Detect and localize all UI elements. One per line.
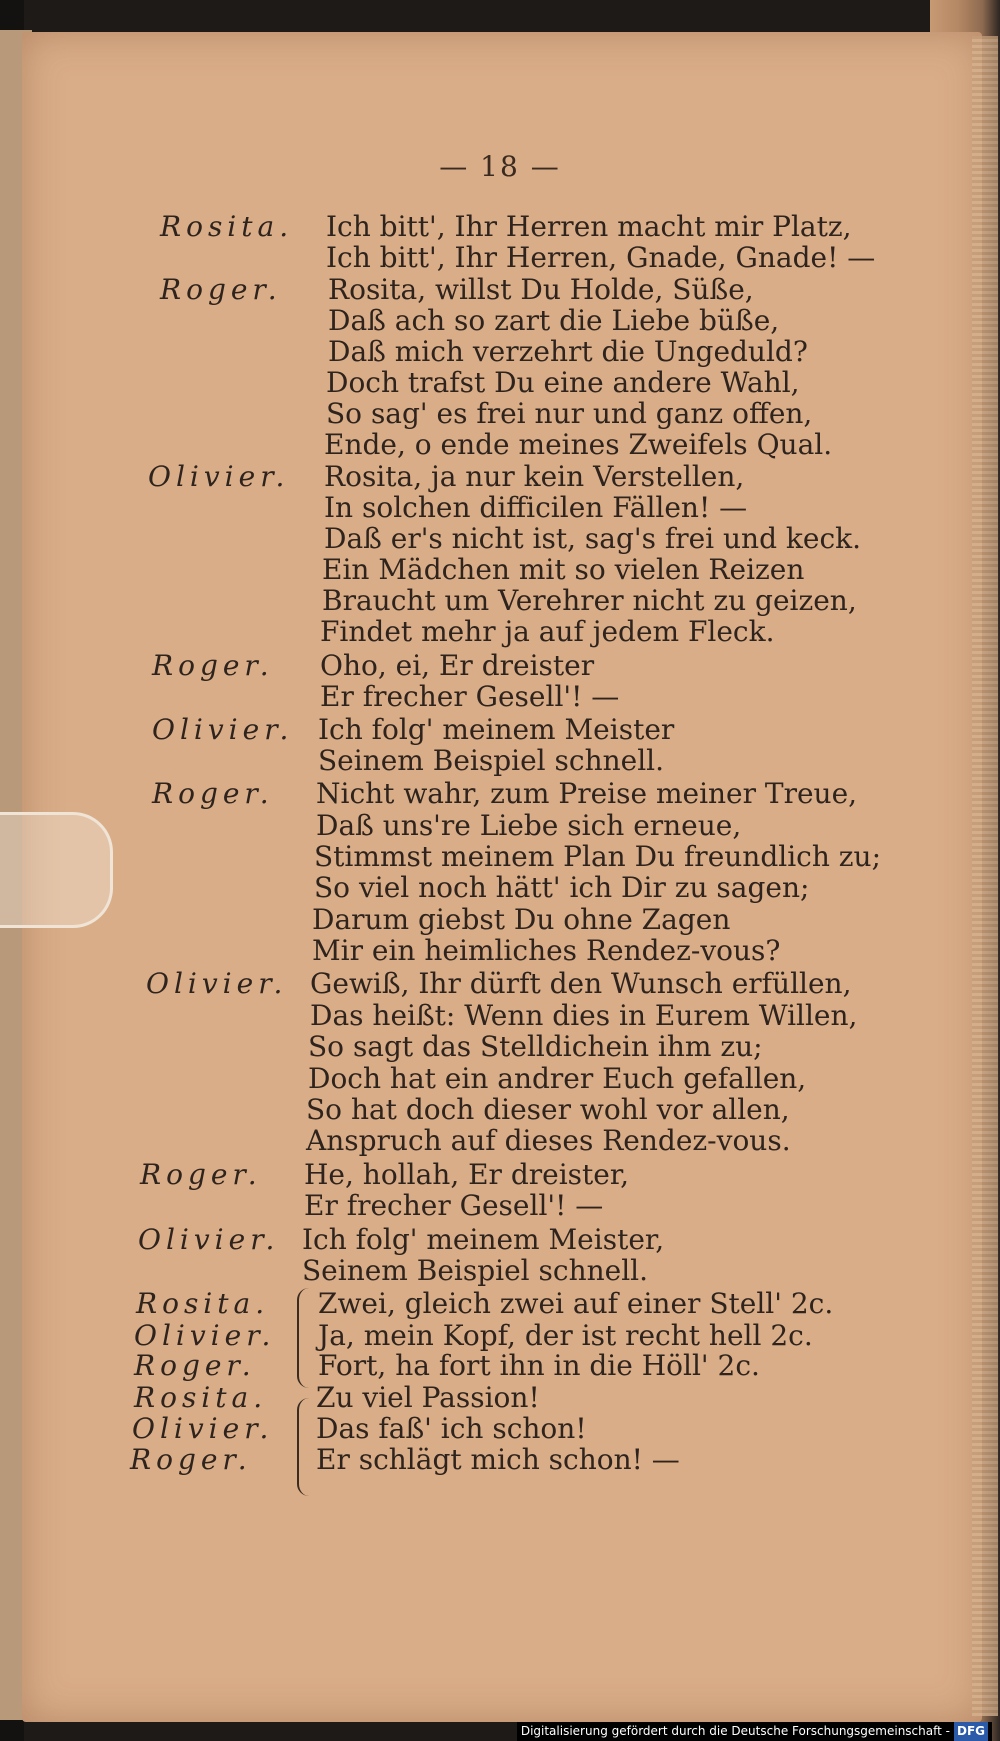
speaker-name: Rosita.	[136, 1287, 270, 1320]
verse-text: Ich bitt', Ihr Herren, Gnade, Gnade! —	[326, 241, 876, 274]
speaker-name: Roger.	[140, 1158, 262, 1191]
verse-row	[0, 1093, 1000, 1127]
verse-text: Er schlägt mich schon! —	[316, 1443, 680, 1476]
verse-text: Doch hat ein andrer Euch gefallen,	[308, 1062, 807, 1095]
verse-row	[0, 999, 1000, 1033]
speaker-name: Rosita.	[160, 210, 294, 243]
speaker-name: Olivier.	[134, 1319, 276, 1352]
verse-row	[0, 1412, 1000, 1446]
verse-row	[0, 840, 1000, 874]
verse-text: So viel noch hätt' ich Dir zu sagen;	[314, 871, 810, 904]
verse-text: Rosita, ja nur kein Verstellen,	[324, 460, 745, 493]
verse-row	[0, 366, 1000, 400]
verse-row	[0, 491, 1000, 525]
verse-text: Daß uns're Liebe sich erneue,	[316, 809, 742, 842]
verse-text: So sag' es frei nur und ganz offen,	[326, 397, 813, 430]
verse-text: Er frecher Gesell'! —	[304, 1189, 604, 1222]
digitization-credit	[517, 1722, 992, 1741]
verse-text: Braucht um Verehrer nicht zu geizen,	[322, 584, 857, 617]
credit-text: Digitalisierung gefördert durch die Deutsche Forschungsgemeinschaft -	[520, 1724, 950, 1738]
verse-text: Seinem Beispiel schnell.	[302, 1254, 649, 1287]
speaker-name: Rosita.	[134, 1381, 268, 1414]
verse-row	[0, 1443, 1000, 1477]
verse-row	[0, 1319, 1000, 1353]
verse-text: So hat doch dieser wohl vor allen,	[306, 1093, 790, 1126]
verse-text: Das faß' ich schon!	[316, 1412, 587, 1445]
verse-row	[0, 713, 1000, 747]
verse-text: Daß mich verzehrt die Ungeduld?	[328, 335, 808, 368]
verse-row	[0, 967, 1000, 1001]
speaker-name: Olivier.	[138, 1223, 280, 1256]
verse-row	[0, 584, 1000, 618]
verse-text: Daß er's nicht ist, sag's frei und keck.	[324, 522, 862, 555]
verse-text: Ich folg' meinem Meister	[318, 713, 675, 746]
speaker-name: Olivier.	[146, 967, 288, 1000]
verse-text: Stimmst meinem Plan Du freundlich zu;	[314, 840, 881, 873]
speaker-name: Roger.	[160, 273, 282, 306]
verse-row	[0, 522, 1000, 556]
verse-row	[0, 1223, 1000, 1257]
verse-row	[0, 1254, 1000, 1288]
verse-row	[0, 335, 1000, 369]
verse-text: Er frecher Gesell'! —	[320, 680, 620, 713]
verse-row	[0, 934, 1000, 968]
verse-row	[0, 777, 1000, 811]
verse-row	[0, 649, 1000, 683]
verse-text: Gewiß, Ihr dürft den Wunsch erfüllen,	[310, 967, 852, 1000]
verse-text: Ende, o ende meines Zweifels Qual.	[324, 428, 833, 461]
verse-row	[0, 304, 1000, 338]
verse-text: Zwei, gleich zwei auf einer Stell' 2c.	[318, 1287, 834, 1320]
verse-row	[0, 460, 1000, 494]
verse-row	[0, 1030, 1000, 1064]
speaker-name: Roger.	[152, 777, 274, 810]
verse-text: Zu viel Passion!	[316, 1381, 540, 1414]
verse-text: Darum giebst Du ohne Zagen	[312, 903, 731, 936]
verse-text: Findet mehr ja auf jedem Fleck.	[320, 615, 775, 648]
page-number: — 18 —	[439, 150, 561, 183]
speaker-name: Roger.	[134, 1349, 256, 1382]
speaker-name: Roger.	[130, 1443, 252, 1476]
speaker-name: Olivier.	[132, 1412, 274, 1445]
verse-row	[0, 680, 1000, 714]
verse-row	[0, 210, 1000, 244]
verse-row	[0, 1124, 1000, 1158]
verse-text: He, hollah, Er dreister,	[304, 1158, 630, 1191]
verse-text: Seinem Beispiel schnell.	[318, 744, 665, 777]
verse-row	[0, 428, 1000, 462]
verse-text: Anspruch auf dieses Rendez-vous.	[306, 1124, 791, 1157]
verse-row	[0, 553, 1000, 587]
verse-row	[0, 871, 1000, 905]
verse-row	[0, 1189, 1000, 1223]
verse-text: In solchen difficilen Fällen! —	[324, 491, 748, 524]
verse-text: Doch trafst Du eine andere Wahl,	[326, 366, 800, 399]
verse-row	[0, 397, 1000, 431]
verse-row	[0, 1062, 1000, 1096]
verse-text: Ein Mädchen mit so vielen Reizen	[322, 553, 805, 586]
verse-row	[0, 1158, 1000, 1192]
ensemble-brace	[297, 1288, 313, 1388]
dfg-logo: DFG	[954, 1722, 988, 1741]
speaker-name: Roger.	[152, 649, 274, 682]
verse-text: Ich folg' meinem Meister,	[302, 1223, 665, 1256]
verse-row	[0, 1349, 1000, 1383]
verse-text: So sagt das Stelldichein ihm zu;	[308, 1030, 763, 1063]
verse-text: Daß ach so zart die Liebe büße,	[328, 304, 780, 337]
verse-row	[0, 241, 1000, 275]
verse-row	[0, 744, 1000, 778]
verse-text: Ich bitt', Ihr Herren macht mir Platz,	[326, 210, 852, 243]
verse-text: Oho, ei, Er dreister	[320, 649, 595, 682]
verse-text: Rosita, willst Du Holde, Süße,	[328, 273, 754, 306]
verse-row	[0, 809, 1000, 843]
verse-row	[0, 615, 1000, 649]
verse-row	[0, 273, 1000, 307]
verse-row	[0, 1381, 1000, 1415]
verse-text: Nicht wahr, zum Preise meiner Treue,	[316, 777, 858, 810]
verse-text: Ja, mein Kopf, der ist recht hell 2c.	[318, 1319, 813, 1352]
speaker-name: Olivier.	[148, 460, 290, 493]
verse-text: Mir ein heimliches Rendez-vous?	[312, 934, 781, 967]
verse-text: Fort, ha fort ihn in die Höll' 2c.	[318, 1349, 760, 1382]
speaker-name: Olivier.	[152, 713, 294, 746]
ensemble-brace	[297, 1398, 313, 1496]
verse-text: Das heißt: Wenn dies in Eurem Willen,	[310, 999, 858, 1032]
verse-row	[0, 903, 1000, 937]
verse-row	[0, 1287, 1000, 1321]
